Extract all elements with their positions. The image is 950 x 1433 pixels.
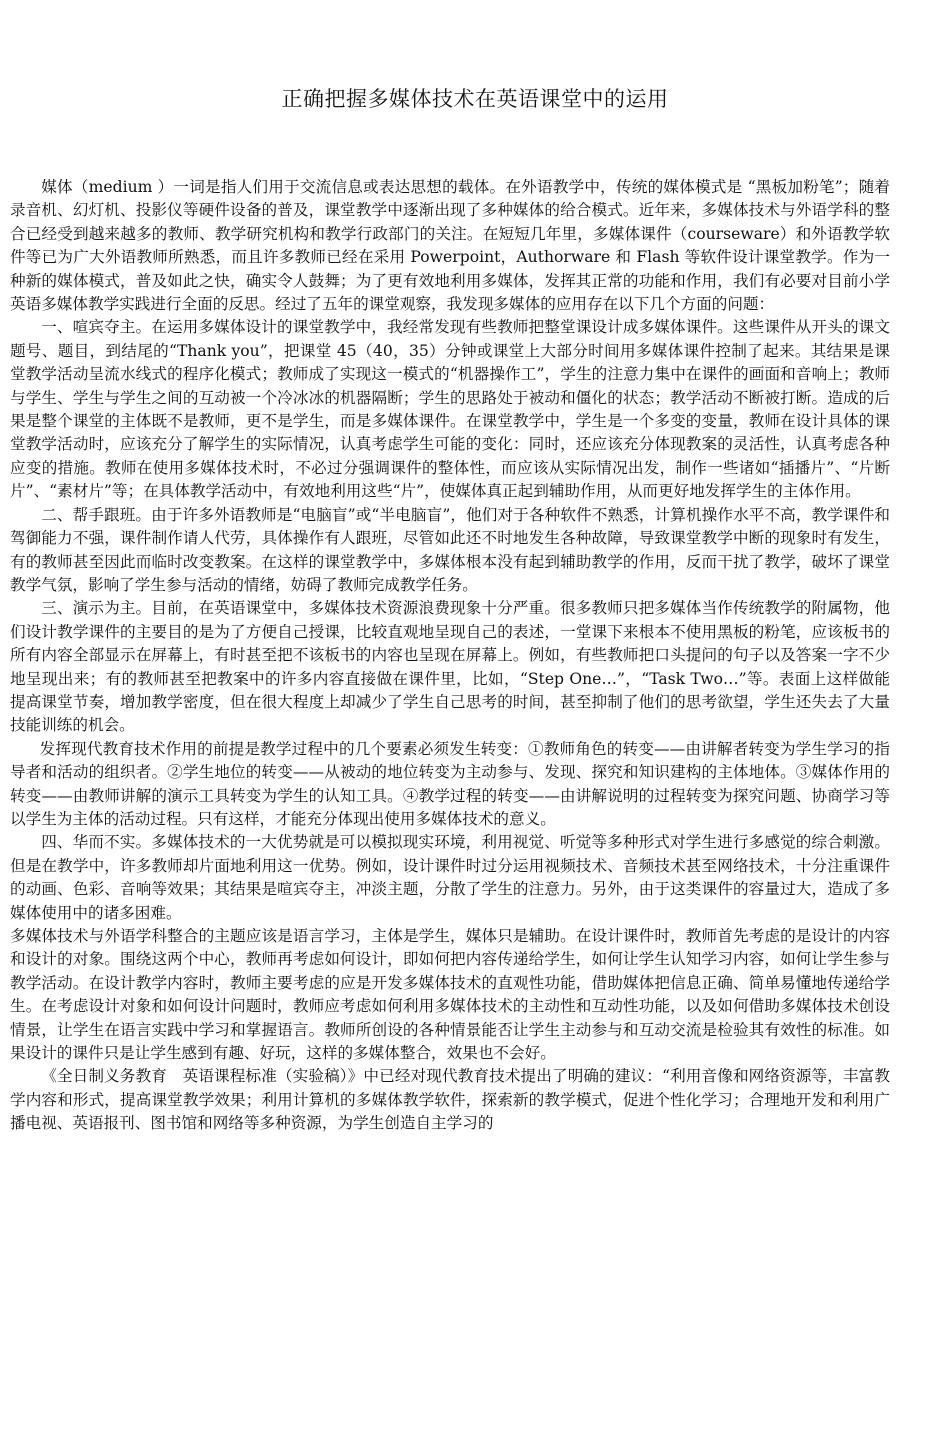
document-title: 正确把握多媒体技术在英语课堂中的运用 — [281, 87, 669, 111]
paragraph-issue-two: 二、帮手跟班。由于许多外语教师是“电脑盲”或“半电脑盲”，他们对于各种软件不熟悉，计算机操作水平不高，教学课件和驾御能力不强，课件制作请人代劳，具体操作有人跟班，尽管如此还不时地发生各种故障，导致课堂教学中断的现象时有发生，有的教师甚至因此而临时改变教案。在这样的课堂教学中，多媒体根本没有起到辅助教学的作用，反而干扰了教学，破坏了课堂教学气氛，影响了学生参与活动的情绪，妨碍了教师完成教学任务。 — [10, 505, 890, 594]
paragraph-intro: 媒体（medium ）一词是指人们用于交流信息或表达思想的载体。在外语教学中，传统的媒体模式是 “黑板加粉笔”；随着录音机、幻灯机、投影仪等硬件设备的普及，课堂教学中逐渐出现了多种媒体的给合模式。近年来，多媒体技术与外语学科的整合已经受到越来越多的教师、教学研究机构和教学行政部门的关注。在短短几年里，多媒体课件（courseware）和外语教学软件等已为广大外语教师所熟悉，而且许多教师已经在采用 Powerpoint，Authorware 和 Flash 等软件设计课堂教学。作为一种新的媒体模式，普及如此之快，确实令人鼓舞；为了更有效地利用多媒体，发挥其正常的功能和作用，我们有必要对目前小学英语多媒体教学实践进行全面的反思。经过了五年的课堂观察，我发现多媒体的应用存在以下几个方面的问题： — [10, 178, 890, 314]
paragraph-issue-four: 四、华而不实。多媒体技术的一大优势就是可以模拟现实环境，利用视觉、听觉等多种形式对学生进行多感觉的综合刺激。但是在教学中，许多教师却片面地利用这一优势。例如，设计课件时过分运用视频技术、音频技术甚至网络技术，十分注重课件的动画、色彩、音响等效果；其结果是喧宾夺主，冲淡主题，分散了学生的注意力。另外，由于这类课件的容量过大，造成了多媒体使用中的诸多困难。 — [10, 833, 890, 922]
document-body — [10, 176, 890, 1136]
paragraph-issue-one: 一、喧宾夺主。在运用多媒体设计的课堂教学中，我经常发现有些教师把整堂课设计成多媒体课件。这些课件从开头的课文题号、题目，到结尾的“Thank you”，把课堂 45（40，35）分钟或课堂上大部分时间用多媒体课件控制了起来。其结果是课堂教学活动呈流水线式的程序化模式；教师成了实现这一模式的“机器操作工”，学生的注意力集中在课件的画面和音响上；教师与学生、学生与学生之间的互动被一个冷冰冰的机器隔断；学生的思路处于被动和僵化的状态；教学活动不断被打断。造成的后果是整个课堂的主体既不是教师，更不是学生，而是多媒体课件。在课堂教学中，学生是一个多变的变量，教师在设计具体的课堂教学活动时，应该充分了解学生的实际情况，认真考虑学生可能的变化：同时，还应该充分体现教案的灵活性，认真考虑各种应变的措施。教师在使用多媒体技术时，不必过分强调课件的整体性，而应该从实际情况出发，制作一些诸如“插播片”、“片断片”、“素材片”等；在具体教学活动中，有效地利用这些“片”，使媒体真正起到辅助作用，从而更好地发挥学生的主体作用。 — [10, 318, 890, 501]
paragraph-issue-three: 三、演示为主。目前，在英语课堂中，多媒体技术资源浪费现象十分严重。很多教师只把多媒体当作传统教学的附属物，他们设计教学课件的主要目的是为了方便自己授课，比较直观地呈现自己的表述，一堂课下来根本不使用黑板的粉笔，应该板书的所有内容全部显示在屏幕上，有时甚至把不该板书的内容也呈现在屏幕上。例如，有些教师把口头提问的句子以及答案一字不少地呈现出来；有的教师甚至把教案中的许多内容直接做在课件里，比如，“Step One…”，“Task Two…”等。表面上这样做能提高课堂节奏，增加教学密度，但在很大程度上却减少了学生自己思考的时间，甚至抑制了他们的思考欲望，学生还失去了大量技能训练的机会。 — [10, 599, 890, 735]
paragraph-curriculum: 《全日制义务教育 英语课程标准（实验稿）》中已经对现代教育技术提出了明确的建议：“利用音像和网络资源等，丰富教学内容和形式，提高课堂教学效果；利用计算机的多媒体教学软件，探索新的教学模式，促进个性化学习；合理地开发和利用广播电视、英语报刊、图书馆和网络等多种资源，为学生创造自主学习的 — [10, 1067, 890, 1133]
paragraph-integration: 多媒体技术与外语学科整合的主题应该是语言学习，主体是学生，媒体只是辅助。在设计课件时，教师首先考虑的是设计的内容和设计的对象。围绕这两个中心，教师再考虑如何设计，即如何把内容传递给学生，如何让学生认知学习内容，如何让学生参与教学活动。在设计教学内容时，教师主要考虑的应是开发多媒体技术的直观性功能，借助媒体把信息正确、简单易懂地传递给学生。在考虑设计对象和如何设计问题时，教师应考虑如何利用多媒体技术的主动性和互动性功能，以及如何借助多媒体技术创设情景，让学生在语言实践中学习和掌握语言。教师所创设的各种情景能否让学生主动参与和互动交流是检验其有效性的标准。如果设计的课件只是让学生感到有趣、好玩，这样的多媒体整合，效果也不会好。 — [10, 927, 890, 1063]
paragraph-premise: 发挥现代教育技术作用的前提是教学过程中的几个要素必须发生转变：①教师角色的转变——由讲解者转变为学生学习的指导者和活动的组织者。②学生地位的转变——从被动的地位转变为主动参与、发现、探究和知识建构的主体地体。③媒体作用的转变——由教师讲解的演示工具转变为学生的认知工具。④教学过程的转变——由讲解说明的过程转变为探究问题、协商学习等以学生为主体的活动过程。只有这样，才能充分体现出使用多媒体技术的意义。 — [10, 739, 890, 828]
